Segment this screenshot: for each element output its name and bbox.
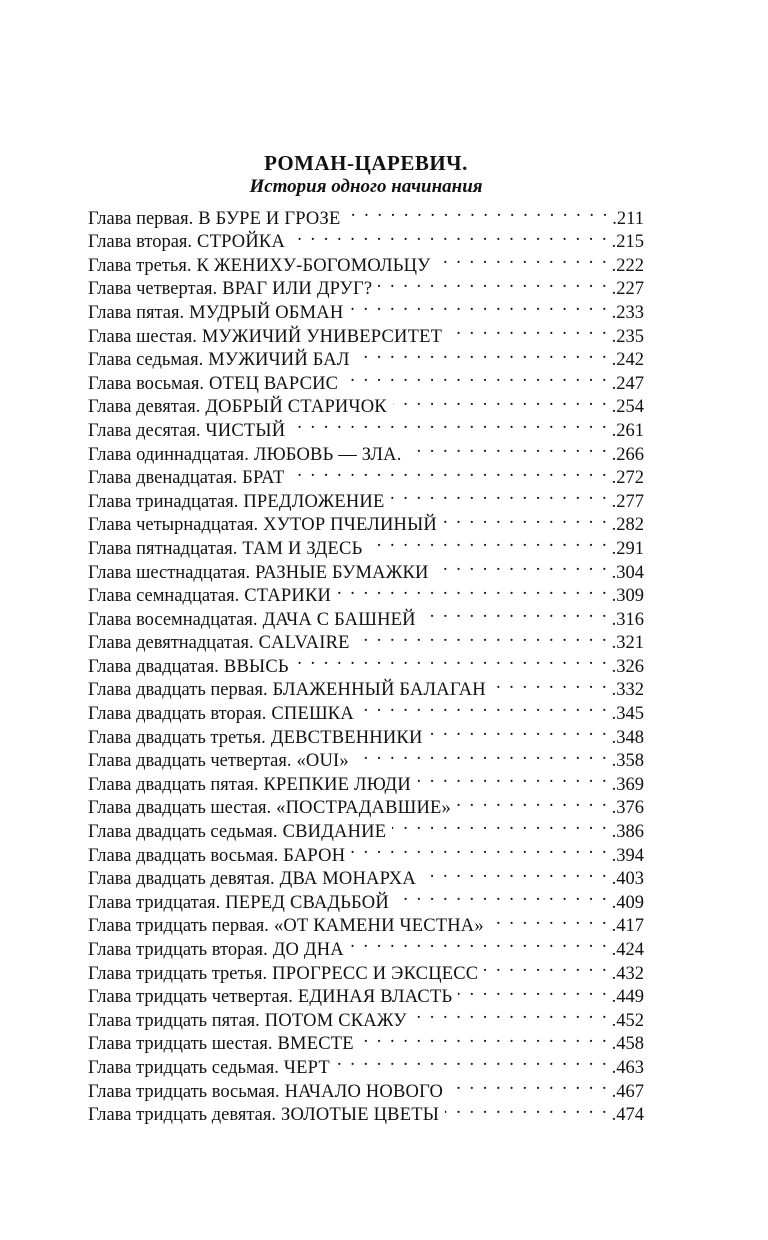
chapter-title: СВИДАНИЕ bbox=[282, 822, 387, 843]
page-number: .227 bbox=[611, 279, 644, 300]
page-number: .449 bbox=[611, 987, 644, 1008]
dot-leader bbox=[458, 979, 608, 1003]
table-of-contents-page bbox=[88, 150, 644, 1126]
dot-leader bbox=[393, 389, 609, 413]
dot-leader bbox=[360, 1026, 609, 1050]
chapter-number: Глава тридцать четвертая. bbox=[88, 987, 293, 1008]
chapter-title: МУДРЫЙ ОБМАН bbox=[189, 302, 344, 323]
chapter-title: ВМЕСТЕ bbox=[277, 1034, 354, 1055]
page-number: .458 bbox=[611, 1034, 644, 1055]
chapter-title: В БУРЕ И ГРОЗЕ bbox=[198, 208, 341, 229]
chapter-title: БАРОН bbox=[283, 845, 346, 866]
page-number: .452 bbox=[611, 1010, 644, 1031]
chapter-title: ЛЮБОВЬ — ЗЛА. bbox=[253, 444, 402, 465]
chapter-number: Глава третья. bbox=[88, 255, 192, 276]
chapter-number: Глава тридцать шестая. bbox=[88, 1034, 273, 1055]
dot-leader bbox=[492, 672, 609, 696]
chapter-title: К ЖЕНИХУ-БОГОМОЛЬЦУ bbox=[196, 255, 431, 276]
chapter-number: Глава восьмая. bbox=[88, 373, 204, 394]
page-number: .233 bbox=[611, 302, 644, 323]
chapter-number: Глава двадцать вторая. bbox=[88, 704, 267, 725]
dot-leader bbox=[436, 247, 608, 271]
dot-leader bbox=[457, 790, 609, 814]
chapter-title: ЗОЛОТЫЕ ЦВЕТЫ bbox=[281, 1105, 440, 1126]
dot-leader bbox=[429, 719, 609, 743]
dot-leader bbox=[350, 931, 609, 955]
page-number: .403 bbox=[611, 869, 644, 890]
chapter-number: Глава четвертая. bbox=[88, 279, 218, 300]
chapter-number: Глава пятая. bbox=[88, 302, 185, 323]
dot-leader bbox=[413, 1002, 609, 1026]
page-number: .348 bbox=[611, 727, 644, 748]
page-number: .376 bbox=[611, 798, 644, 819]
chapter-title: ЕДИНАЯ ВЛАСТЬ bbox=[297, 987, 453, 1008]
chapter-title: ВВЫСЬ bbox=[223, 656, 289, 677]
chapter-title: СТРОЙКА bbox=[197, 232, 286, 253]
chapter-title: ДОБРЫЙ СТАРИЧОК bbox=[205, 397, 387, 418]
chapter-number: Глава одиннадцатая. bbox=[88, 444, 249, 465]
chapter-title: СПЕШКА bbox=[271, 704, 354, 725]
chapter-number: Глава двадцать пятая. bbox=[88, 774, 259, 795]
chapter-number: Глава тридцать пятая. bbox=[88, 1010, 260, 1031]
dot-leader bbox=[449, 1073, 609, 1097]
section-subtitle: История одного начинания bbox=[249, 176, 483, 197]
chapter-number: Глава вторая. bbox=[88, 232, 193, 253]
page-number: .247 bbox=[611, 373, 644, 394]
dot-leader bbox=[355, 743, 609, 767]
chapter-title: БРАТ bbox=[242, 468, 285, 489]
section-title: РОМАН-ЦАРЕВИЧ. bbox=[264, 151, 468, 175]
chapter-title: «ОТ КАМЕНИ ЧЕСТНА» bbox=[273, 916, 484, 937]
page-number: .332 bbox=[611, 680, 644, 701]
page-number: .254 bbox=[611, 397, 644, 418]
chapter-number: Глава двадцатая. bbox=[88, 656, 219, 677]
chapter-title: ПРОГРЕСС И ЭКСЦЕСС bbox=[272, 963, 479, 984]
chapter-number: Глава шестая. bbox=[88, 326, 197, 347]
page-number: .432 bbox=[611, 963, 644, 984]
chapter-number: Глава двадцать первая. bbox=[88, 680, 268, 701]
page-number: .309 bbox=[611, 586, 644, 607]
dot-leader bbox=[390, 483, 608, 507]
page-number: .369 bbox=[611, 774, 644, 795]
chapter-number: Глава тридцать первая. bbox=[88, 916, 269, 937]
dot-leader bbox=[356, 625, 609, 649]
page-number: .409 bbox=[611, 892, 644, 913]
chapter-title: ХУТОР ПЧЕЛИНЫЙ bbox=[263, 515, 437, 536]
page-number: .358 bbox=[611, 751, 644, 772]
chapter-title: ПРЕДЛОЖЕНИЕ bbox=[243, 491, 385, 512]
dot-leader bbox=[417, 766, 609, 790]
chapter-number: Глава двадцать четвертая. bbox=[88, 751, 292, 772]
chapter-title: ДО ДНА bbox=[272, 940, 344, 960]
chapter-title: ПЕРЕД СВАДЬБОЙ bbox=[225, 892, 389, 913]
page-number: .261 bbox=[611, 420, 644, 441]
chapter-title: CALVAIRE bbox=[258, 633, 350, 654]
page-number: .222 bbox=[611, 255, 644, 276]
dot-leader bbox=[291, 460, 609, 484]
chapter-number: Глава десятая. bbox=[88, 420, 201, 441]
chapter-number: Глава первая. bbox=[88, 208, 194, 229]
chapter-number: Глава четырнадцатая. bbox=[88, 515, 259, 536]
dot-leader bbox=[408, 436, 609, 460]
chapter-number: Глава тридцатая. bbox=[88, 892, 221, 913]
chapter-title: ТАМ И ЗДЕСЬ bbox=[242, 538, 363, 559]
page-number: .282 bbox=[611, 515, 644, 536]
dot-leader bbox=[346, 200, 609, 224]
chapter-title: БЛАЖЕННЫЙ БАЛАГАН bbox=[272, 680, 486, 701]
chapter-number: Глава девятнадцатая. bbox=[88, 633, 254, 654]
page-number: .235 bbox=[611, 326, 644, 347]
page-number: .345 bbox=[611, 704, 644, 725]
chapter-number: Глава тридцать девятая. bbox=[88, 1105, 277, 1126]
page-number: .304 bbox=[611, 562, 644, 583]
dot-leader bbox=[356, 342, 609, 366]
page-number: .242 bbox=[611, 350, 644, 371]
chapter-title: ЧЕРТ bbox=[283, 1057, 330, 1078]
chapter-title: ВРАГ ИЛИ ДРУГ? bbox=[222, 279, 373, 300]
chapter-title: «OUI» bbox=[296, 751, 349, 772]
dot-leader bbox=[291, 412, 608, 436]
page-number: .326 bbox=[611, 656, 644, 677]
dot-leader bbox=[422, 601, 609, 625]
dot-leader bbox=[360, 695, 609, 719]
chapter-title: ДЕВСТВЕННИКИ bbox=[270, 727, 423, 748]
dot-leader bbox=[336, 1049, 609, 1073]
chapter-number: Глава тридцать седьмая. bbox=[88, 1057, 279, 1078]
chapter-number: Глава семнадцатая. bbox=[88, 586, 240, 607]
chapter-number: Глава тридцать вторая. bbox=[88, 940, 268, 960]
dot-leader bbox=[378, 271, 608, 295]
page-number: .211 bbox=[612, 208, 644, 229]
page-number: .424 bbox=[611, 940, 644, 960]
chapter-title: «ПОСТРАДАВШИЕ» bbox=[276, 798, 451, 819]
chapter-number: Глава двенадцатая. bbox=[88, 468, 238, 489]
page-number: .394 bbox=[611, 845, 644, 866]
chapter-title: МУЖИЧИЙ БАЛ bbox=[208, 350, 350, 371]
chapter-number: Глава тридцать третья. bbox=[88, 963, 268, 984]
chapter-number: Глава тринадцатая. bbox=[88, 491, 239, 512]
page-number: .215 bbox=[611, 232, 644, 253]
dot-leader bbox=[422, 861, 609, 885]
chapter-number: Глава двадцать шестая. bbox=[88, 798, 272, 819]
toc-entry bbox=[88, 200, 644, 229]
dot-leader bbox=[435, 554, 609, 578]
chapter-number: Глава двадцать девятая. bbox=[88, 869, 275, 890]
page-number: .463 bbox=[611, 1057, 644, 1078]
chapter-number: Глава двадцать седьмая. bbox=[88, 822, 278, 843]
chapter-number: Глава двадцать третья. bbox=[88, 727, 266, 748]
page-number: .291 bbox=[611, 538, 644, 559]
dot-leader bbox=[349, 294, 608, 318]
chapter-title: ОТЕЦ ВАРСИС bbox=[208, 373, 339, 394]
dot-leader bbox=[295, 648, 609, 672]
page-number: .474 bbox=[611, 1105, 644, 1126]
dot-leader bbox=[344, 365, 608, 389]
dot-leader bbox=[337, 578, 609, 602]
chapter-number: Глава девятая. bbox=[88, 397, 201, 418]
chapter-title: ПОТОМ СКАЖУ bbox=[264, 1010, 407, 1031]
chapter-number: Глава тридцать восьмая. bbox=[88, 1081, 280, 1102]
dot-leader bbox=[445, 1097, 609, 1121]
page-number: .277 bbox=[611, 491, 644, 512]
chapter-title: ДВА МОНАРХА bbox=[279, 869, 416, 890]
page-number: .266 bbox=[611, 444, 644, 465]
dot-leader bbox=[351, 837, 608, 861]
dot-leader bbox=[368, 530, 608, 554]
page-number: .272 bbox=[611, 468, 644, 489]
dot-leader bbox=[443, 507, 609, 531]
page-number: .467 bbox=[611, 1081, 644, 1102]
chapter-title: РАЗНЫЕ БУМАЖКИ bbox=[255, 562, 429, 583]
chapter-number: Глава седьмая. bbox=[88, 350, 204, 371]
page-number: .386 bbox=[611, 822, 644, 843]
chapter-title: НАЧАЛО НОВОГО bbox=[284, 1081, 444, 1102]
chapter-number: Глава шестнадцатая. bbox=[88, 562, 251, 583]
page-number: .417 bbox=[611, 916, 644, 937]
dot-leader bbox=[392, 813, 608, 837]
toc-list bbox=[88, 200, 644, 1126]
dot-leader bbox=[395, 884, 609, 908]
chapter-title: ДАЧА С БАШНЕЙ bbox=[262, 609, 416, 630]
page-number: .321 bbox=[611, 633, 644, 654]
chapter-number: Глава двадцать восьмая. bbox=[88, 845, 279, 866]
chapter-title: СТАРИКИ bbox=[244, 586, 332, 607]
dot-leader bbox=[291, 224, 609, 248]
chapter-title: ЧИСТЫЙ bbox=[205, 420, 286, 441]
chapter-title: КРЕПКИЕ ЛЮДИ bbox=[263, 774, 411, 795]
dot-leader bbox=[484, 955, 608, 979]
chapter-title: МУЖИЧИЙ УНИВЕРСИТЕТ bbox=[201, 326, 443, 347]
chapter-number: Глава восемнадцатая. bbox=[88, 609, 258, 630]
page-number: .316 bbox=[611, 609, 644, 630]
dot-leader bbox=[448, 318, 609, 342]
chapter-number: Глава пятнадцатая. bbox=[88, 538, 238, 559]
dot-leader bbox=[490, 908, 609, 932]
